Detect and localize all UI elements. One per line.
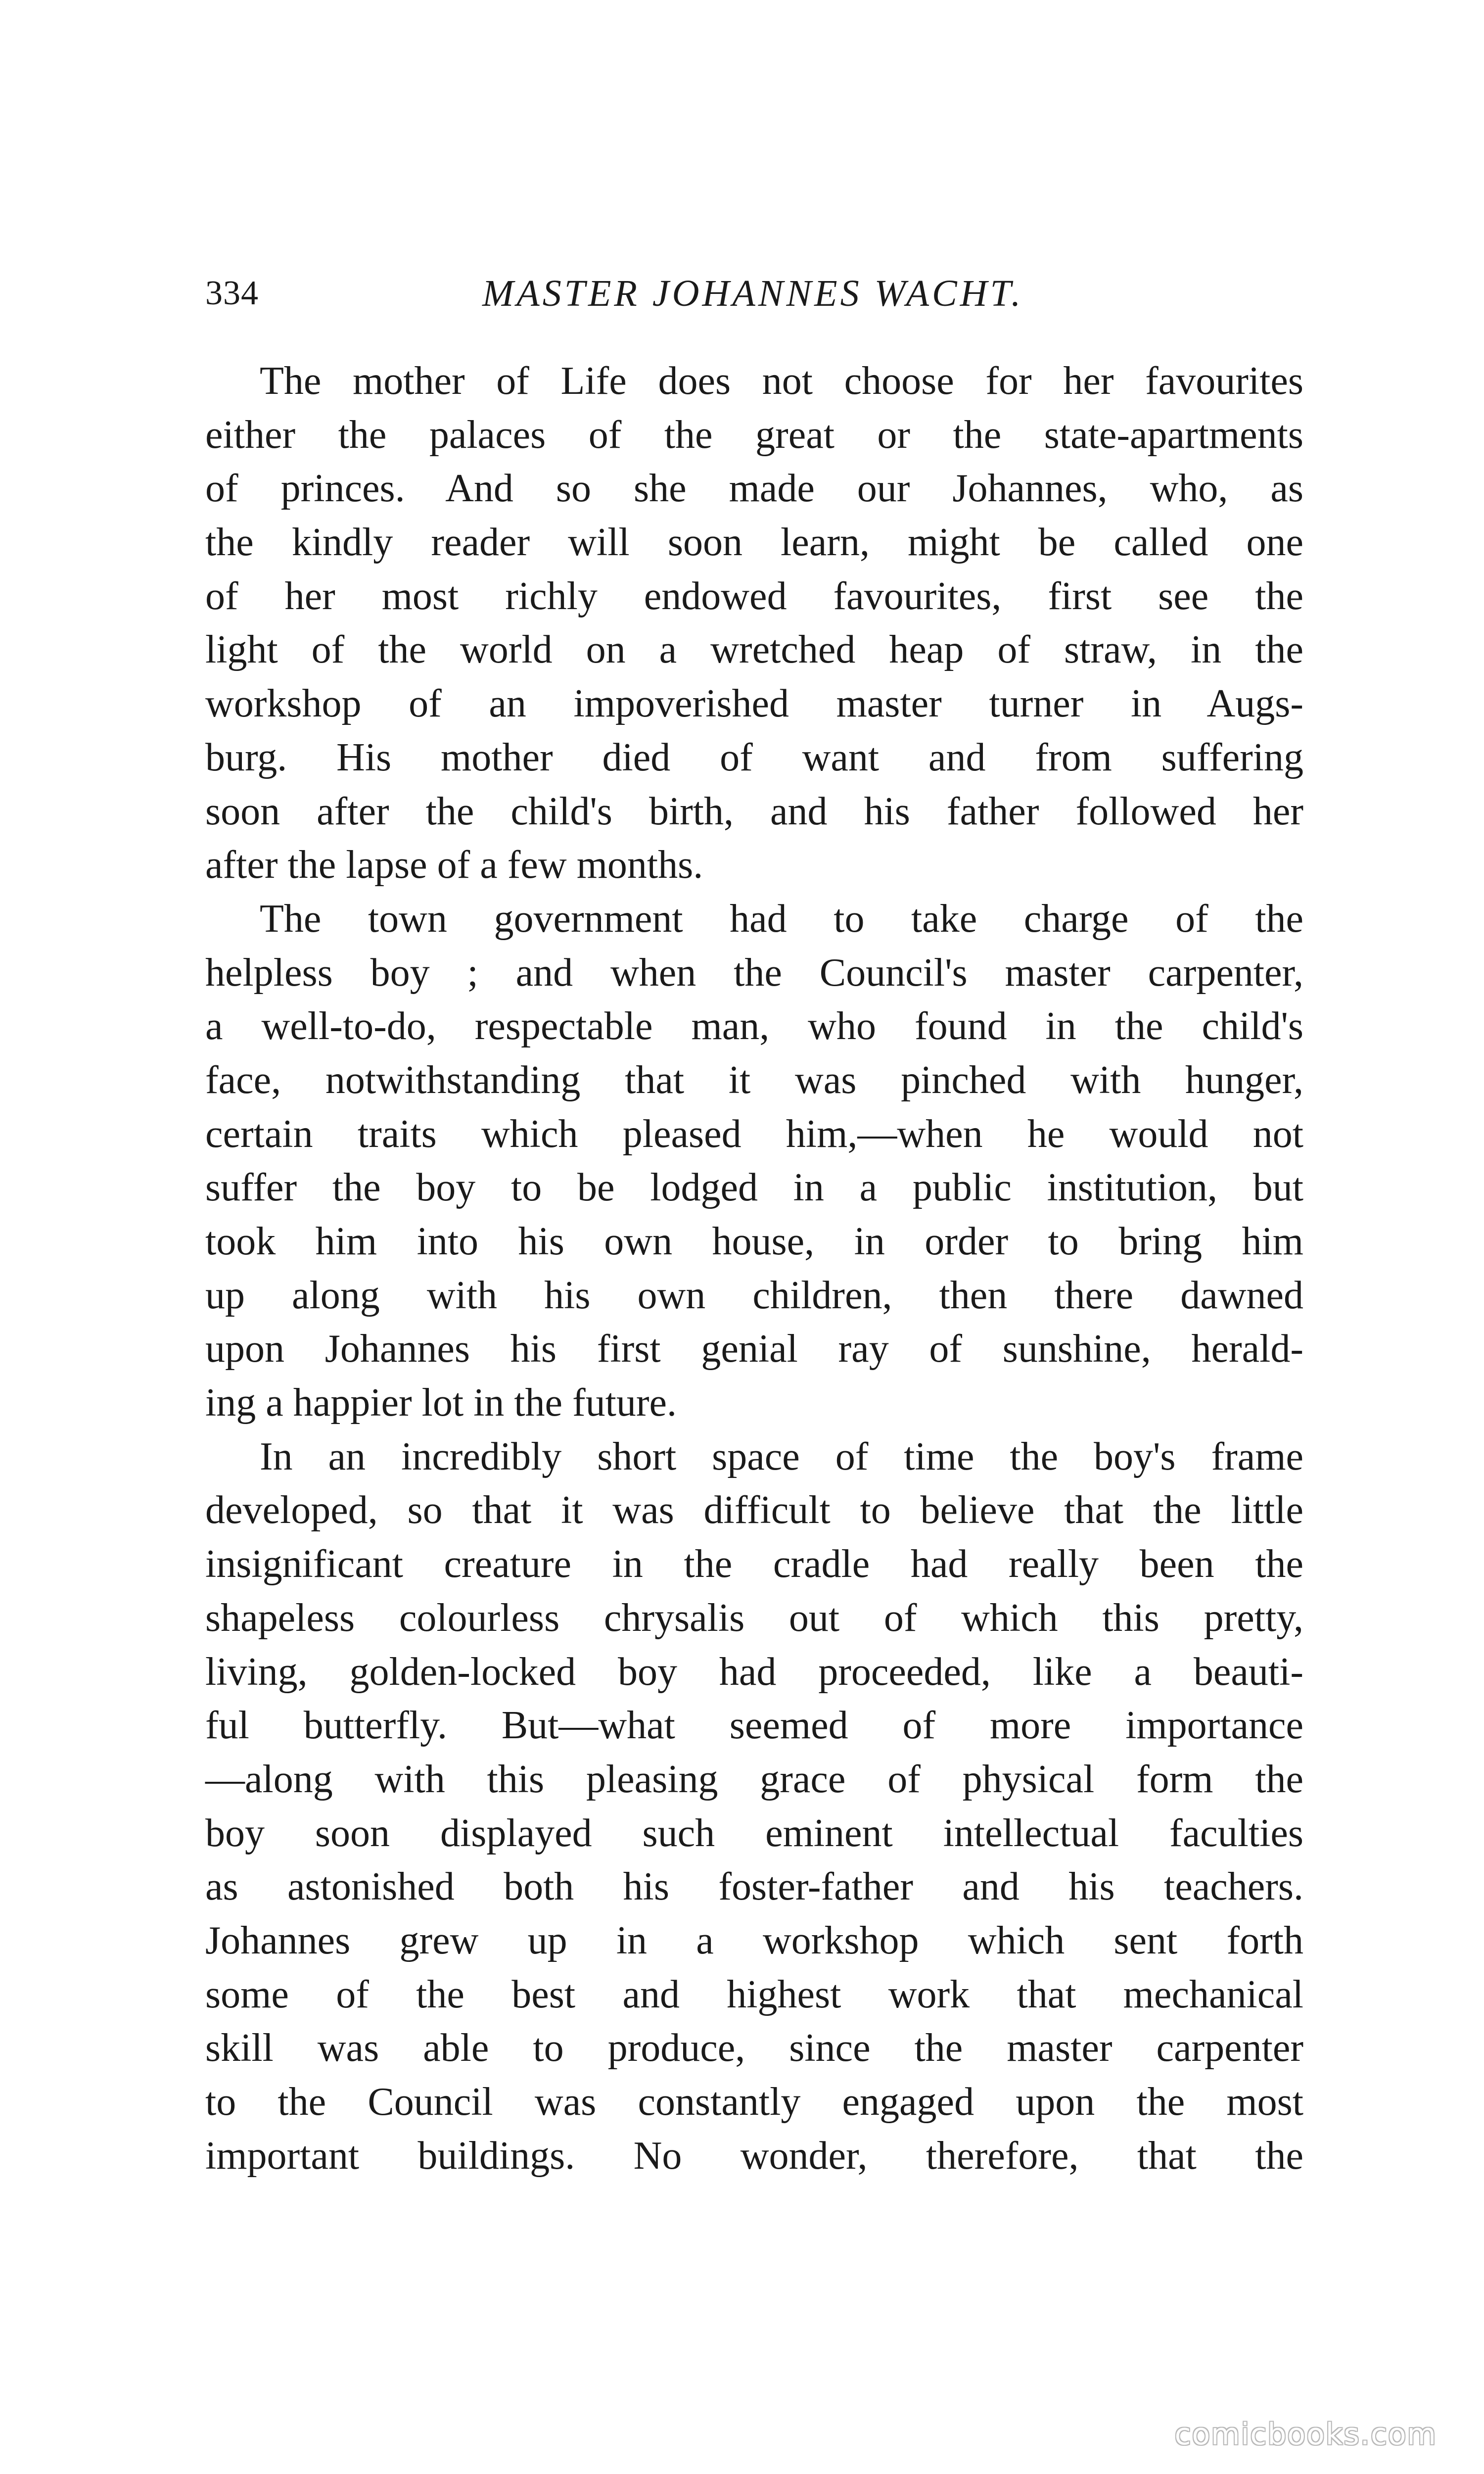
text-line: suffer the boy to be lodged in a public institution, but <box>205 1166 1303 1210</box>
text-line: certain traits which pleased him,—when he would not <box>205 1112 1303 1156</box>
text-line: shapeless colourless chrysalis out of which this pretty, <box>205 1596 1303 1640</box>
text-line: important buildings. No wonder, therefore, that the <box>205 2134 1303 2178</box>
paragraph-2 <box>205 892 1303 1430</box>
paragraph-1 <box>205 354 1303 892</box>
text-line: a well-to-do, respectable man, who found in the child's <box>205 1004 1303 1048</box>
text-line: either the palaces of the great or the state-apartments <box>205 413 1303 457</box>
paragraph-3 <box>205 1430 1303 2183</box>
watermark: comicbooks.com <box>1174 2417 1437 2452</box>
text-line: The town government had to take charge of the <box>260 897 1303 941</box>
text-line: In an incredibly short space of time the boy's frame <box>260 1434 1303 1478</box>
text-line: insignificant creature in the cradle had really been the <box>205 1542 1303 1586</box>
body-text <box>205 354 1303 2183</box>
text-line: workshop of an impoverished master turner in Augs- <box>205 682 1303 726</box>
page-header <box>205 271 1294 316</box>
text-line: light of the world on a wretched heap of straw, in the <box>205 628 1303 672</box>
text-line: Johannes grew up in a workshop which sent forth <box>205 1918 1303 1962</box>
text-line: The mother of Life does not choose for her favourites <box>260 359 1303 403</box>
text-line: took him into his own house, in order to bring him <box>205 1220 1303 1263</box>
text-line: boy soon displayed such eminent intellectual faculties <box>205 1811 1303 1855</box>
text-line: of princes. And so she made our Johannes, who, as <box>205 467 1303 511</box>
text-line: to the Council was constantly engaged upon the most <box>205 2080 1303 2124</box>
text-line: of her most richly endowed favourites, first see the <box>205 574 1303 618</box>
text-line: helpless boy ; and when the Council's master carpenter, <box>205 951 1303 995</box>
text-line: up along with his own children, then there dawned <box>205 1273 1303 1317</box>
text-line: skill was able to produce, since the master carpenter <box>205 2026 1303 2070</box>
text-line: after the lapse of a few months. <box>205 843 703 887</box>
text-line: —along with this pleasing grace of physical form the <box>205 1757 1303 1801</box>
text-line: living, golden-locked boy had proceeded, like a beauti- <box>205 1650 1303 1694</box>
text-line: upon Johannes his first genial ray of sunshine, herald- <box>205 1327 1303 1371</box>
text-line: ful butterfly. But—what seemed of more importance <box>205 1704 1303 1748</box>
running-title: MASTER JOHANNES WACHT. <box>482 273 1024 314</box>
text-line: face, notwithstanding that it was pinched with hunger, <box>205 1058 1303 1102</box>
text-line: as astonished both his foster-father and his teachers. <box>205 1865 1303 1909</box>
text-line: developed, so that it was difficult to believe that the little <box>205 1488 1303 1532</box>
text-line: ing a happier lot in the future. <box>205 1381 677 1425</box>
text-line: some of the best and highest work that mechanical <box>205 1972 1303 2016</box>
text-line: the kindly reader will soon learn, might be called one <box>205 521 1303 565</box>
text-line: soon after the child's birth, and his father followed her <box>205 789 1303 833</box>
page-number: 334 <box>205 274 259 312</box>
text-line: burg. His mother died of want and from suffering <box>205 735 1303 779</box>
